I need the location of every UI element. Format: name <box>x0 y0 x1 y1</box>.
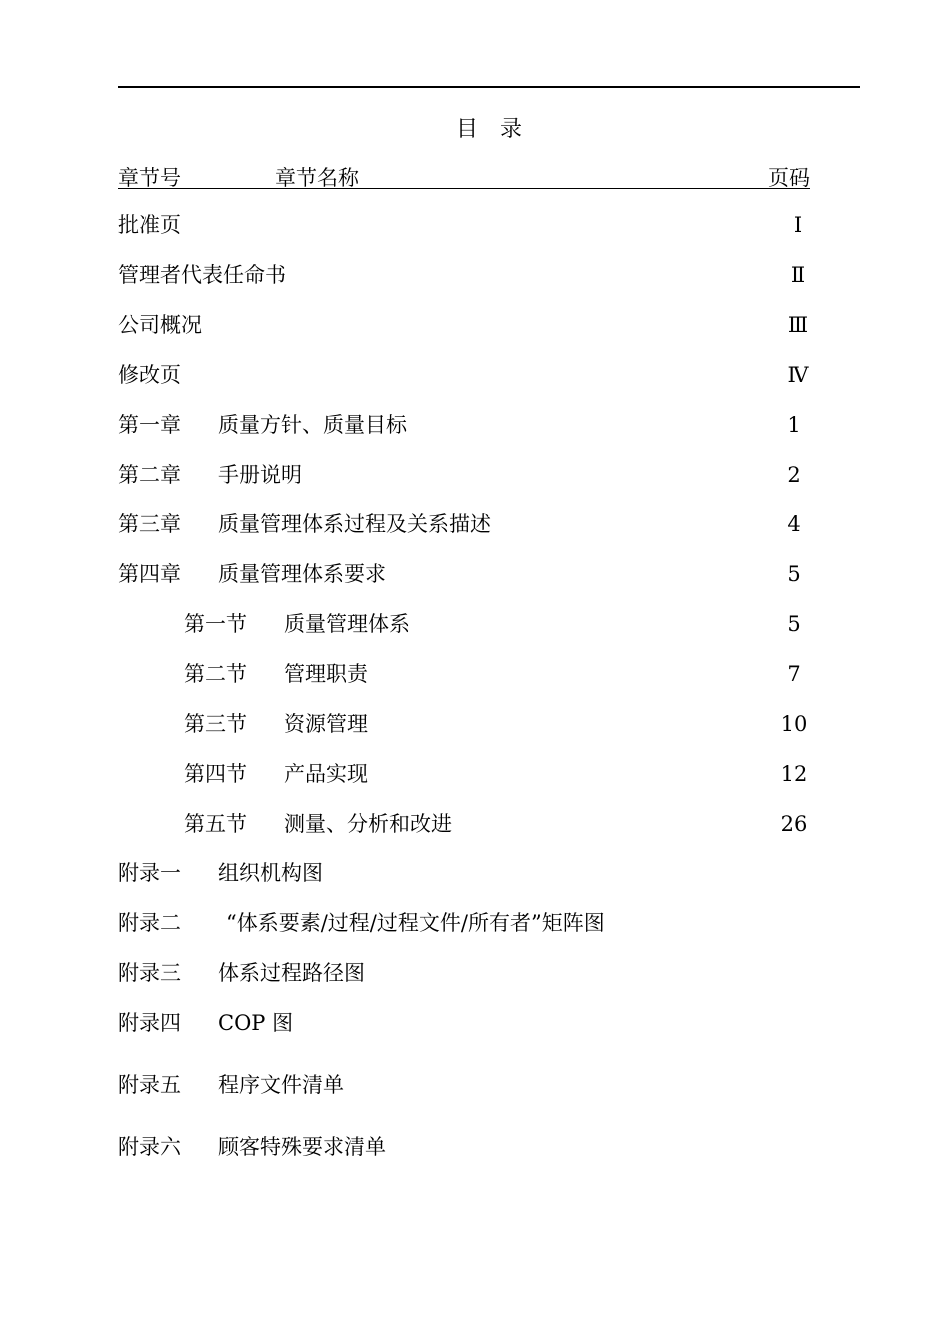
toc-subentry[interactable] <box>0 609 950 639</box>
toc-entry[interactable] <box>0 410 950 440</box>
toc-entry-label: 修改页 <box>118 363 181 387</box>
toc-appendix[interactable] <box>0 1008 950 1038</box>
toc-entry-page: 12 <box>780 762 808 786</box>
toc-appendix[interactable] <box>0 958 950 988</box>
toc-entry-label: 公司概况 <box>118 313 202 337</box>
toc-entry-title: 顾客特殊要求清单 <box>218 1135 386 1159</box>
toc-appendix[interactable] <box>0 1070 950 1100</box>
toc-entry[interactable] <box>0 260 950 290</box>
page-title: 目 录 <box>456 117 523 142</box>
toc-entry-label: 附录六 <box>118 1135 181 1159</box>
toc-entry-page: Ⅰ <box>793 213 803 237</box>
toc-entry-title: 质量管理体系要求 <box>218 562 386 586</box>
toc-entry-label: 附录一 <box>118 861 181 885</box>
toc-subentry[interactable] <box>0 709 950 739</box>
toc-entry-page: 5 <box>787 562 801 586</box>
toc-entry-title: 资源管理 <box>284 712 368 736</box>
toc-entry-label: 第三章 <box>118 512 181 536</box>
toc-entry-label: 第二节 <box>184 662 247 686</box>
toc-entry-label: 第四节 <box>184 762 247 786</box>
toc-entry-page: 10 <box>780 712 808 736</box>
toc-entry-label: 附录三 <box>118 961 181 985</box>
toc-appendix[interactable] <box>0 1132 950 1162</box>
toc-entry[interactable] <box>0 310 950 340</box>
toc-entry-title: 手册说明 <box>218 463 302 487</box>
toc-entry-label: 附录五 <box>118 1073 181 1097</box>
header-chapter-name: 章节名称 <box>275 166 359 190</box>
toc-entry[interactable] <box>0 210 950 240</box>
toc-entry-label: 第三节 <box>184 712 247 736</box>
toc-appendix[interactable] <box>0 858 950 888</box>
toc-entry-page: Ⅳ <box>787 363 809 387</box>
toc-entry-label: 第五节 <box>184 812 247 836</box>
toc-entry-page: Ⅲ <box>787 313 809 337</box>
toc-entry-title: 质量管理体系 <box>284 612 410 636</box>
toc-entry-page: 26 <box>780 812 808 836</box>
header-page: 页码 <box>768 166 810 190</box>
toc-entry-title: 程序文件清单 <box>218 1073 344 1097</box>
toc-entry[interactable] <box>0 509 950 539</box>
toc-subentry[interactable] <box>0 809 950 839</box>
toc-entry-title: 质量管理体系过程及关系描述 <box>218 512 491 536</box>
toc-entry-label: 附录二 <box>118 911 181 935</box>
toc-entry-title: 质量方针、质量目标 <box>218 413 407 437</box>
toc-entry-page: 4 <box>787 512 801 536</box>
toc-entry-label: 第一节 <box>184 612 247 636</box>
toc-entry-label: 管理者代表任命书 <box>118 263 286 287</box>
toc-entry-title: “体系要素/过程/过程文件/所有者”矩阵图 <box>226 911 605 935</box>
toc-entry[interactable] <box>0 360 950 390</box>
toc-subentry[interactable] <box>0 759 950 789</box>
toc-entry-title: COP 图 <box>218 1011 294 1035</box>
toc-entry[interactable] <box>0 559 950 589</box>
toc-entry-label: 附录四 <box>118 1011 181 1035</box>
toc-entry-title: 组织机构图 <box>218 861 323 885</box>
toc-appendix[interactable] <box>0 908 950 938</box>
toc-entry-title: 体系过程路径图 <box>218 961 365 985</box>
toc-entry-label: 第四章 <box>118 562 181 586</box>
toc-entry-page: 2 <box>787 463 801 487</box>
toc-entry-title: 测量、分析和改进 <box>284 812 452 836</box>
toc-entry-page: Ⅱ <box>790 263 806 287</box>
toc-entry-label: 第二章 <box>118 463 181 487</box>
toc-entry-label: 批准页 <box>118 213 181 237</box>
toc-entry-title: 产品实现 <box>284 762 368 786</box>
toc-entry-page: 5 <box>787 612 801 636</box>
toc-subentry[interactable] <box>0 659 950 689</box>
toc-entry[interactable] <box>0 460 950 490</box>
toc-entry-title: 管理职责 <box>284 662 368 686</box>
toc-entry-page: 1 <box>787 413 801 437</box>
toc-entry-page: 7 <box>787 662 801 686</box>
toc-entry-label: 第一章 <box>118 413 181 437</box>
header-chapter-no: 章节号 <box>118 166 181 190</box>
